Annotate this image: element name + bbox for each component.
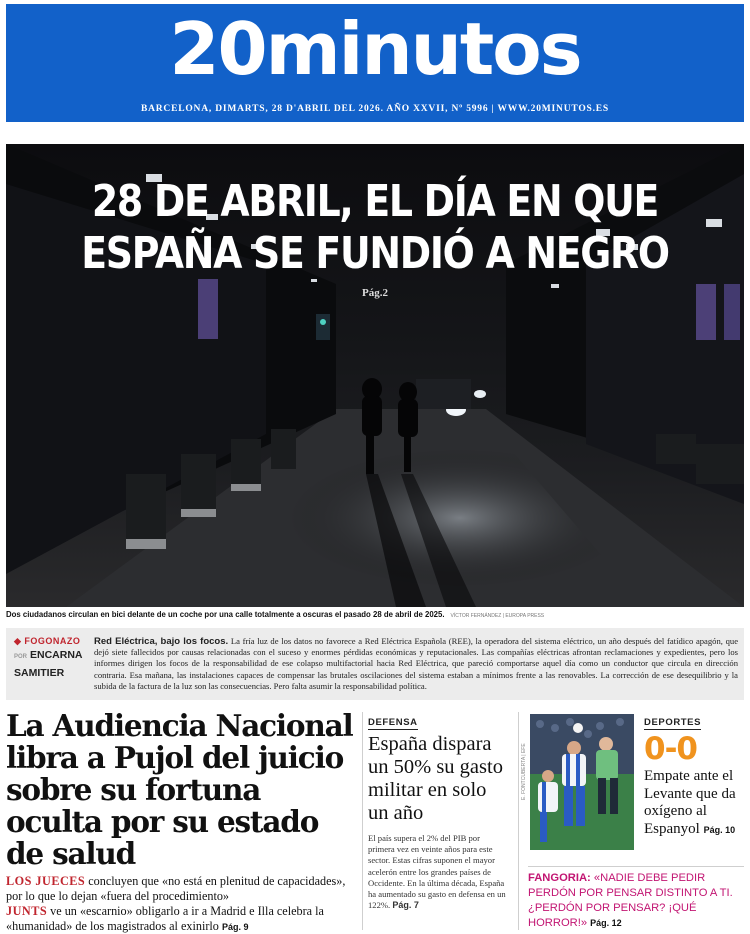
fogonazo-column: [6, 628, 744, 700]
fangoria-quote: «NADIE DEBE PEDIR PERDÓN POR PENSAR DISTINTO A TI. ¿PERDÓN POR PENSAR? ¡QUÉ HORROR!»: [528, 872, 733, 929]
defensa-story[interactable]: [368, 712, 508, 911]
defensa-page-ref[interactable]: Pág. 7: [392, 900, 419, 911]
deportes-story[interactable]: [644, 712, 744, 839]
hero-page-ref[interactable]: Pág.2: [362, 287, 388, 299]
fogonazo-label: ◆ FOGONAZO POR ENCARNA SAMITIER: [14, 636, 94, 681]
lead-story[interactable]: [6, 710, 358, 934]
fogonazo-text[interactable]: Red Eléctrica, bajo los focos. La fría luz de los datos no favorece a Red Eléctrica Española (REE), la operadora del sistema eléctrico, un año después del fatídico apagón, que dejó siete fallecidos por causas relacionadas con el suceso y enormes pérdidas económicas y reputacionales. Las compañías eléctricas afrontan reclamaciones y expedientes, pero los informes dirigen los focos de la responsabilidad de ese colapso multifactorial hacia Red Eléctrica, que pareció comportarse aquel día como un conductor que circula en dirección contraria. Esa mañana, las instalaciones capaces de compensar las brutales oscilaciones del sistema estaban a mínimos frente a las renovables. La corrección de ese desequilibrio y la subida de la factura de la luz son las consecuencias. Pero falta asumir la responsabilidad política.: [94, 636, 739, 691]
football-players-image: [530, 714, 634, 850]
dateline: BARCELONA, DIMARTS, 28 D'ABRIL DEL 2026. AÑO XXVII, Nº 5996 | WWW.20MINUTOS.ES: [140, 104, 610, 114]
fangoria-teaser[interactable]: [528, 866, 744, 931]
defensa-summary: El país supera el 2% del PIB por primera vez en veinte años para este sector. Estas cifras suponen el mayor acelerón entre los grandes países de Occidente. En la última década, España ha aumentado su gasto en defensa en un 122%. Pág. 7: [368, 833, 506, 911]
deportes-page-ref[interactable]: Pág. 10: [703, 824, 736, 835]
photo-caption: Dos ciudadanos circulan en bici delante de un coche por una calle totalmente a oscuras el pasado 28 de abril de 2025. VÍCTOR FERNÁNDEZ | EUROPA PRESS: [6, 610, 545, 619]
deportes-summary: Empate ante el Levante que da oxígeno al Espanyol Pág. 10: [644, 768, 736, 837]
newspaper-logo[interactable]: 20minutos: [169, 7, 581, 91]
defensa-headline[interactable]: España dispara un 50% su gasto militar en solo un año: [368, 733, 503, 824]
fangoria-name: FANGORIA:: [528, 872, 591, 884]
section-kicker-deportes: DEPORTES: [644, 717, 702, 728]
columnist-name[interactable]: POR ENCARNA SAMITIER: [14, 649, 83, 679]
column-divider: [518, 712, 519, 930]
match-score: 0-0: [644, 731, 698, 767]
section-kicker-defensa: DEFENSA: [368, 717, 418, 728]
column-divider: [362, 712, 363, 930]
lead-page-ref[interactable]: Pág. 9: [221, 922, 249, 932]
hero-headline[interactable]: 28 DE ABRIL, EL DÍA EN QUE ESPAÑA SE FUNDIÓ A NEGRO: [81, 176, 669, 279]
football-photo-credit: E. FONTCUBERTA | EFE: [521, 743, 527, 800]
fangoria-page-ref[interactable]: Pág. 12: [590, 918, 622, 928]
lead-headline[interactable]: La Audiencia Nacional libra a Pujol del juicio sobre su fortuna oculta por su estado de salud: [6, 708, 353, 871]
photo-credit: VÍCTOR FERNÁNDEZ | EUROPA PRESS: [450, 613, 545, 619]
masthead: [6, 4, 744, 122]
football-photo[interactable]: [530, 714, 634, 850]
flash-icon: ◆: [14, 636, 25, 646]
hero-photo[interactable]: [6, 144, 744, 607]
lead-summary: LOS JUECES concluyen que «no está en plenitud de capacidades», por lo que lo dejan «fuera del procedimiento» JUNTS ve un «escarnio» obligarlo a ir a Madrid e Illa celebra la «humanidad» de los magistrados al exinirlo Pág. 9: [6, 874, 346, 933]
fogonazo-headline: Red Eléctrica, bajo los focos.: [94, 636, 229, 647]
